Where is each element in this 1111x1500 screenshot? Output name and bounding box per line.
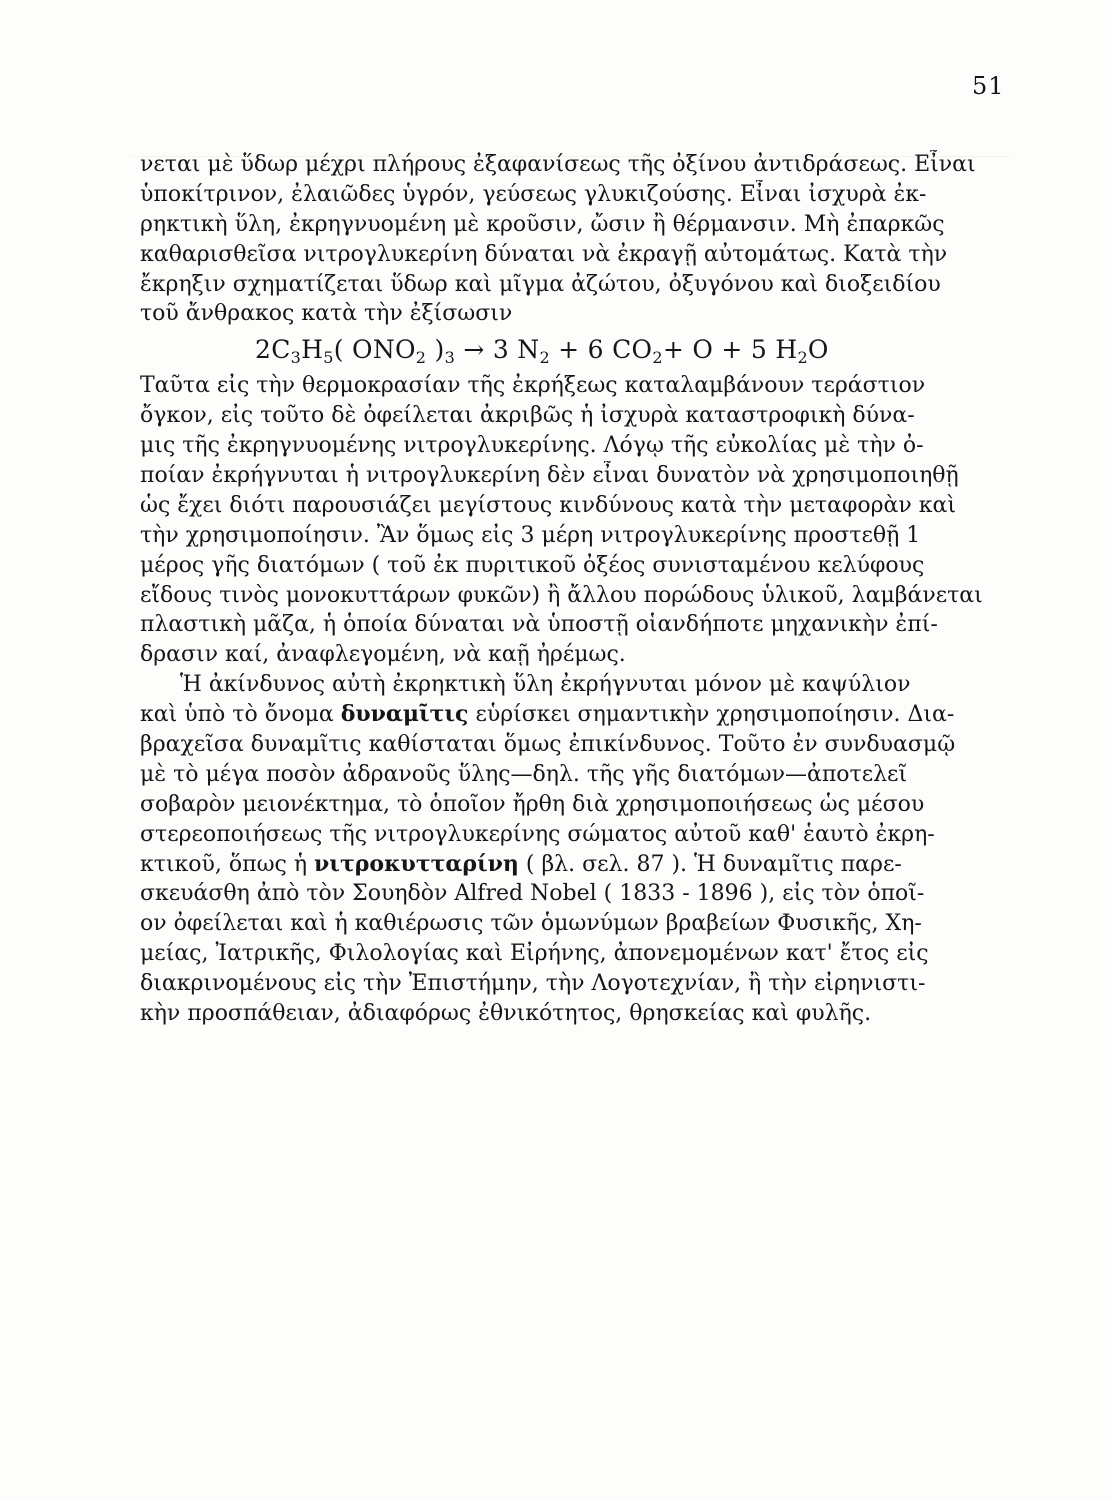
text-line: βραχεῖσα δυναμῖτις καθίσταται ὅμως ἐπικίνδυνος. Τοῦτο ἐν συνδυασμῷ [140, 732, 956, 758]
text-line: πλαστικὴ μᾶζα, ἡ ὁποία δύναται νὰ ὑποστῇ οἱανδήποτε μηχανικὴν ἐπί- [140, 612, 938, 638]
text-line: σκευάσθη ἀπὸ τὸν Σουηδὸν Alfred Nobel ( 1833 - 1896 ), εἰς τὸν ὁποῖ- [140, 881, 925, 907]
text-run: καὶ ὑπὸ τὸ ὄνομα [140, 702, 341, 728]
text-line [140, 700, 1010, 730]
equation-subscript: 2 [797, 348, 808, 368]
text-line: ρηκτικὴ ὕλη, ἐκρηγνυομένη μὲ κροῦσιν, ὤσιν ἢ θέρμανσιν. Μὴ ἐπαρκῶς [140, 211, 945, 237]
text-line: μείας, Ἰατρικῆς, Φιλολογίας καὶ Εἰρήνης, ἀπονεμομένων κατ' ἔτος εἰς [140, 941, 929, 967]
bold-term-nitrocellulose: νιτροκυτταρίνη [314, 850, 519, 877]
paragraph-dynamite [140, 670, 1010, 1029]
text-line: νεται μὲ ὕδωρ μέχρι πλήρους ἐξαφανίσεως τῆς ὀξίνου ἀντιδράσεως. Εἶναι [140, 152, 976, 177]
equation-term: 2C [255, 335, 291, 365]
equation-term: + 6 CO [549, 335, 653, 365]
bold-term-dynamite: δυναμῖτις [340, 701, 469, 728]
equation-subscript: 3 [290, 348, 302, 368]
text-run: εὑρίσκει σημαντικὴν χρησιμοποίησιν. Δια- [468, 702, 955, 728]
text-line: στερεοποιήσεως τῆς νιτρογλυκερίνης σώματος αὐτοῦ καθ' ἑαυτὸ ἐκρη- [140, 821, 935, 847]
page-body [140, 150, 1010, 1029]
text-line: ὄγκον, εἰς τοῦτο δὲ ὀφείλεται ἀκριβῶς ἡ ἰσχυρὰ καταστροφικὴ δύνα- [140, 403, 915, 429]
equation-term: ) [426, 335, 445, 365]
text-line: Ἡ ἀκίνδυνος αὐτὴ ἐκρηκτικὴ ὕλη ἐκρήγνυται μόνον μὲ καψύλιον [180, 672, 911, 698]
text-line: σοβαρὸν μειονέκτημα, τὸ ὁποῖον ἤρθη διὰ χρησιμοποιήσεως ὡς μέσου [140, 791, 925, 817]
text-line: ποίαν ἐκρήγνυται ἡ νιτρογλυκερίνη δὲν εἶναι δυνατὸν νὰ χρησιμοποιηθῇ [140, 463, 959, 489]
text-line: κὴν προσπάθειαν, ἀδιαφόρως ἐθνικότητος, θρησκείας καὶ φυλῆς. [140, 1001, 872, 1027]
equation-term: → 3 N [455, 335, 540, 365]
text-line: διακρινομένους εἰς τὴν Ἐπιστήμην, τὴν Λογοτεχνίαν, ἢ τὴν εἰρηνιστι- [140, 971, 926, 997]
text-line: καθαρισθεῖσα νιτρογλυκερίνη δύναται νὰ ἐκραγῇ αὐτομάτως. Κατὰ τὴν [140, 241, 948, 267]
text-run: κτικοῦ, ὅπως ἡ [140, 851, 315, 877]
equation-subscript: 2 [652, 348, 663, 368]
equation-term: O [807, 335, 829, 365]
text-line: ὡς ἔχει διότι παρουσιάζει μεγίστους κινδύνους κατὰ τὴν μεταφορὰν καὶ [140, 492, 956, 518]
equation-subscript: 2 [539, 348, 550, 368]
text-run: ( βλ. σελ. 87 ). Ἡ δυναμῖτις παρε- [518, 851, 902, 877]
equation-term: ( ONO [333, 335, 416, 365]
page-number: 51 [972, 72, 1005, 100]
equation-term: + O + 5 H [662, 335, 798, 365]
text-line: τὴν χρησιμοποίησιν. Ἂν ὅμως εἰς 3 μέρη νιτρογλυκερίνης προστεθῇ 1 [140, 522, 921, 548]
paragraph-nitroglycerin-properties [140, 150, 1010, 329]
text-line: ὑποκίτρινον, ἐλαιῶδες ὑγρόν, γεύσεως γλυκιζούσης. Εἶναι ἰσχυρὰ ἐκ- [140, 181, 927, 207]
text-line: ἔκρηξιν σχηματίζεται ὕδωρ καὶ μῖγμα ἀζώτου, ὀξυγόνου καὶ διοξειδίου [140, 271, 941, 297]
text-line: ον ὀφείλεται καὶ ἡ καθιέρωσις τῶν ὁμωνύμων βραβείων Φυσικῆς, Χη- [140, 911, 922, 937]
text-line: μις τῆς ἐκρηγνυομένης νιτρογλυκερίνης. Λόγῳ τῆς εὐκολίας μὲ τὴν ὀ- [140, 433, 924, 459]
text-line [140, 850, 1010, 880]
equation-subscript: 3 [444, 348, 456, 368]
text-line: δρασιν καί, ἀναφλεγομένη, νὰ καῇ ἠρέμως. [140, 642, 626, 668]
text-line: εἴδους τινὸς μονοκυττάρων φυκῶν) ἢ ἄλλου πορώδους ὑλικοῦ, λαμβάνεται [140, 582, 983, 608]
equation-term: H [301, 335, 324, 365]
chemical-equation [140, 329, 1010, 371]
text-line: μέρος γῆς διατόμων ( τοῦ ἐκ πυριτικοῦ ὀξέος συνισταμένου κελύφους [140, 552, 925, 578]
text-line: μὲ τὸ μέγα ποσὸν ἀδρανοῦς ὕλης—δηλ. τῆς γῆς διατόμων—ἀποτελεῖ [140, 761, 908, 787]
equation-subscript: 5 [323, 348, 334, 368]
text-line: τοῦ ἄνθρακος κατὰ τὴν ἐξίσωσιν [140, 301, 513, 327]
text-line: Ταῦτα εἰς τὴν θερμοκρασίαν τῆς ἐκρήξεως καταλαμβάνουν τεράστιον [140, 373, 926, 399]
equation-subscript: 2 [415, 348, 427, 368]
paragraph-explosion-effects [140, 371, 1010, 670]
